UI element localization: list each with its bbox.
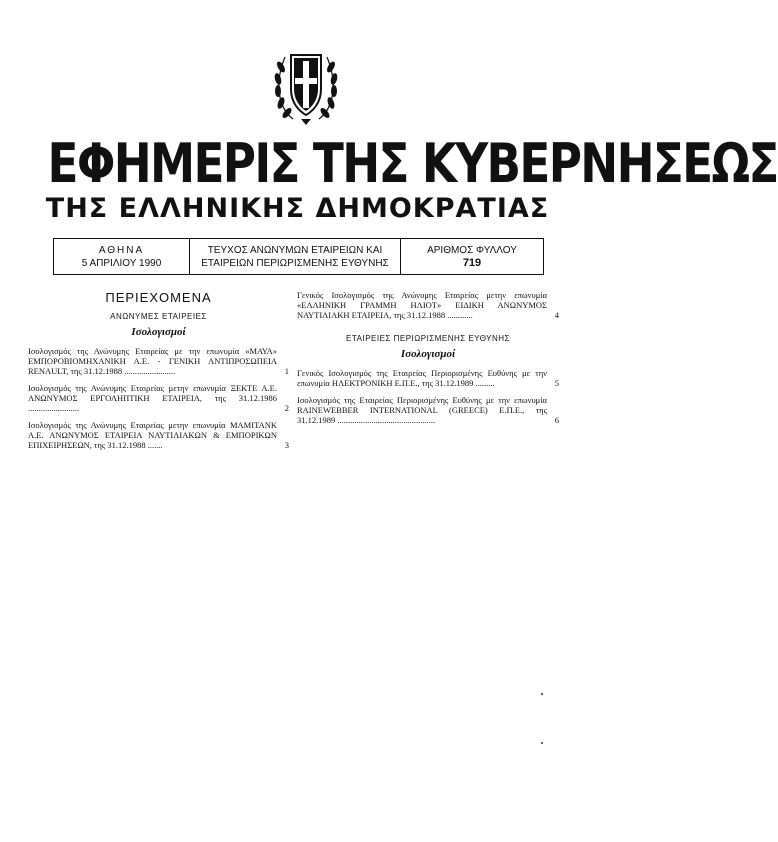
gazette-subtitle: ΤΗΣ ΕΛΛΗΝΙΚΗΣ ΔΗΜΟΚΡΑΤΙΑΣ <box>45 193 550 224</box>
city-label: ΑΘΗΝΑ <box>98 244 145 256</box>
contents-entry <box>297 368 559 388</box>
section-heading-ltd: ΕΤΑΙΡΕΙΕΣ ΠΕΡΙΩΡΙΣΜΕΝΗΣ ΕΥΘΥΝΗΣ <box>346 334 510 343</box>
entry-text: Ισολογισμός της Ανώνυμης Εταιρείας με την επωνυμία «ΜΑΥΑ» ΕΜΠΟΡΟΒΙΟΜΗΧΑΝΙΚΗ Α.Ε. - ΓΕΝΙΚΗ ΑΝΤΙΠΡΟΣΩΠΕΙΑ RENAULT, της 31.12.1988 ........................ <box>28 346 277 376</box>
entry-page: 4 <box>554 310 559 320</box>
entry-page: 1 <box>284 366 289 376</box>
sheet-number: 719 <box>462 256 482 269</box>
contents-entry <box>297 395 559 425</box>
scan-speck <box>541 693 543 695</box>
issue-type-line2: ΕΤΑΙΡΕΙΩΝ ΠΕΡΙΩΡΙΣΜΕΝΗΣ ΕΥΘΥΝΗΣ <box>201 257 389 269</box>
contents-entry <box>28 346 289 376</box>
subsection-heading-balance-sheets: Ισολογισμοί <box>400 348 456 360</box>
scan-speck <box>541 742 543 744</box>
entry-text: Ισολογισμός της Ανώνυμης Εταιρείας μετην επωνυμία ΜΑΜΙΤΑΝΚ Α.Ε. ΑΝΩΝΥΜΟΣ ΕΤΑΙΡΕΙΑ ΝΑΥΤΙΛΙΑΚΩΝ & ΕΜΠΟΡΙΚΩΝ ΕΠΙΧΕΙΡΗΣΕΩΝ, της 31.12.1988 ....... <box>28 420 277 450</box>
entry-page: 6 <box>554 415 559 425</box>
entry-text: Ισολογισμός της Εταιρείας Περιορισμένης Ευθύνης με την επωνυμία RAINEWEBBER INTERNATIONAL (GREECE) Ε.Π.Ε., της 31.12.1989 .............................................. <box>297 395 547 425</box>
contents-right-column <box>297 290 559 432</box>
contents-entry <box>28 420 289 450</box>
entry-page: 3 <box>284 440 289 450</box>
section-heading-sa: ΑΝΩΝΥΜΕΣ ΕΤΑΙΡΕΙΕΣ <box>110 312 207 321</box>
entry-text: Γενικός Ισολογισμός της Ανώνυμης Εταιρείας μετην επωνυμία «ΕΛΛΗΝΙΚΗ ΓΡΑΜΜΗ ΗΛΙΟΤ» ΕΙΔΙΚΗ ΑΝΩΝΥΜΟΣ ΝΑΥΤΙΛΙΑΚΗ ΕΤΑΙΡΕΙΑ, της 31.12.1988 ............ <box>297 290 547 320</box>
location-date-cell <box>54 239 190 274</box>
contents-left-column <box>28 290 289 457</box>
gazette-title: ΕΦΗΜΕΡΙΣ ΤΗΣ ΚΥΒΕΡΝΗΣΕΩΣ <box>47 132 778 195</box>
issue-date: 5 ΑΠΡΙΛΙΟΥ 1990 <box>81 257 162 269</box>
contents-entry <box>297 290 559 320</box>
entry-page: 5 <box>554 378 559 388</box>
issue-type-line1: ΤΕΥΧΟΣ ΑΝΩΝΥΜΩΝ ΕΤΑΙΡΕΙΩΝ ΚΑΙ <box>207 244 383 256</box>
contents-title: ΠΕΡΙΕΧΟΜΕΝΑ <box>105 290 212 305</box>
sheet-number-cell <box>401 239 543 274</box>
sheet-number-label: ΑΡΙΘΜΟΣ ΦΥΛΛΟΥ <box>427 244 517 256</box>
issue-type-cell <box>190 239 401 274</box>
entry-text: Ισολογισμός της Ανώνυμης Εταιρείας μετην επωνυμία ΞΕΚΤΕ Α.Ε. ΑΝΩΝΥΜΟΣ ΕΡΓΟΛΗΠΤΙΚΗ ΕΤΑΙΡΕΙΑ, της 31.12.1986 ........................ <box>28 383 277 413</box>
entry-text: Γενικός Ισολογισμός της Εταιρείας Περιορισμένης Ευθύνης με την επωνυμία ΗΛΕΚΤΡΟΝΙΚΗ Ε.Π.Ε., της 31.12.1989 ......... <box>297 368 547 388</box>
issue-info-box <box>53 238 544 275</box>
coat-of-arms-emblem <box>271 37 341 127</box>
subsection-heading-balance-sheets: Ισολογισμοί <box>131 326 186 338</box>
entry-page: 2 <box>284 403 289 413</box>
contents-entry <box>28 383 289 413</box>
